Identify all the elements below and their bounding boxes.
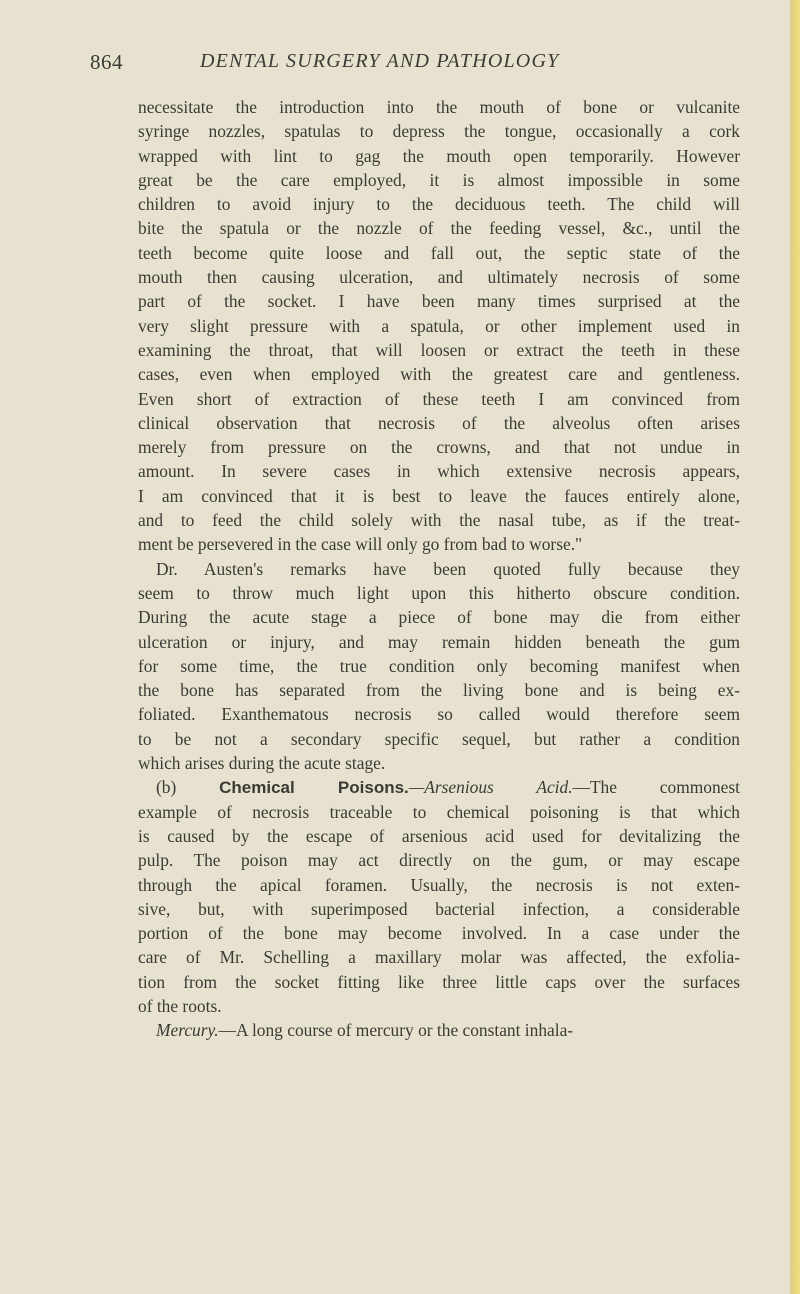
text-line: and to feed the child solely with the nasal tube, as if the treat- xyxy=(138,510,740,531)
text-line: mouth then causing ulceration, and ultimately necrosis of some xyxy=(138,267,740,288)
section-label: (b) xyxy=(156,777,177,798)
text-line: portion of the bone may become involved. In a case under the xyxy=(138,923,740,944)
text-line: I am convinced that it is best to leave the fauces entirely alone, xyxy=(138,485,740,506)
text-line: Even short of extraction of these teeth I am convinced from xyxy=(138,388,740,409)
running-head: DENTAL SURGERY AND PATHOLOGY xyxy=(200,50,560,72)
text-line: examining the throat, that will loosen or extract the teeth in these xyxy=(138,339,740,360)
text-line: great be the care employed, it is almost impossible in some xyxy=(138,169,740,190)
section-heading: Chemical Poisons. xyxy=(219,778,409,798)
text-line: example of necrosis traceable to chemical poisoning is that which xyxy=(138,801,740,822)
text-line: wrapped with lint to gag the mouth open temporarily. However xyxy=(138,145,740,166)
text-line: of the roots. xyxy=(138,995,222,1016)
line-text: —A long course of mercury or the constant inhala- xyxy=(218,1020,574,1041)
page-number: 864 xyxy=(90,50,123,74)
text-line: cases, even when employed with the greatest care and gentleness. xyxy=(138,364,740,385)
text-line: through the apical foramen. Usually, the necrosis is not exten- xyxy=(138,874,740,895)
text-line: for some time, the true condition only becoming manifest when xyxy=(138,655,740,676)
text-line: ment be persevered in the case will only go from bad to worse." xyxy=(138,534,583,555)
text-line: syringe nozzles, spatulas to depress the tongue, occasionally a cork xyxy=(138,121,740,142)
text-line: which arises during the acute stage. xyxy=(138,753,386,774)
line-text: —The commonest xyxy=(572,777,740,798)
text-line: very slight pressure with a spatula, or other implement used in xyxy=(138,315,740,336)
paragraph-2 xyxy=(138,557,740,776)
text-line: sive, but, with superimposed bacterial infection, a considerable xyxy=(138,898,740,919)
text-line: children to avoid injury to the deciduous teeth. The child will xyxy=(138,194,740,215)
page-header xyxy=(90,50,730,82)
text-line xyxy=(138,775,740,799)
text-line: clinical observation that necrosis of the alveolus often arises xyxy=(138,412,740,433)
text-line: tion from the socket fitting like three little caps over the surfaces xyxy=(138,971,740,992)
text-line: During the acute stage a piece of bone may die from either xyxy=(138,607,740,628)
text-line: part of the socket. I have been many times surprised at the xyxy=(138,291,740,312)
paragraph-chemical-poisons xyxy=(138,775,740,1018)
text-line xyxy=(138,1018,740,1042)
text-line: necessitate the introduction into the mouth of bone or vulcanite xyxy=(138,97,740,117)
text-line: seem to throw much light upon this hitherto obscure condition. xyxy=(138,582,740,603)
text-line: ulceration or injury, and may remain hidden beneath the gum xyxy=(138,631,740,652)
page-edge xyxy=(790,0,800,1294)
text-line: care of Mr. Schelling a maxillary molar was affected, the exfolia- xyxy=(138,947,740,968)
paragraph-1 xyxy=(138,95,740,557)
body-text xyxy=(138,95,740,1043)
text-line: amount. In severe cases in which extensive necrosis appears, xyxy=(138,461,740,482)
text-line: pulp. The poison may act directly on the gum, or may escape xyxy=(138,850,740,871)
text-line: bite the spatula or the nozzle of the feeding vessel, &c., until the xyxy=(138,218,740,239)
text-line: foliated. Exanthematous necrosis so called would therefore seem xyxy=(138,704,740,725)
subsection-heading: —Arsenious Acid. xyxy=(408,777,573,798)
text-line: merely from pressure on the crowns, and that not undue in xyxy=(138,437,740,458)
text-line: teeth become quite loose and fall out, the septic state of the xyxy=(138,242,740,263)
paragraph-mercury xyxy=(138,1018,740,1042)
text-line: Dr. Austen's remarks have been quoted fully because they xyxy=(156,558,740,579)
text-line: to be not a secondary specific sequel, but rather a condition xyxy=(138,728,740,749)
text-line: is caused by the escape of arsenious acid used for devitalizing the xyxy=(138,825,740,846)
text-line: the bone has separated from the living bone and is being ex- xyxy=(138,680,740,701)
subsection-heading: Mercury. xyxy=(156,1020,219,1041)
